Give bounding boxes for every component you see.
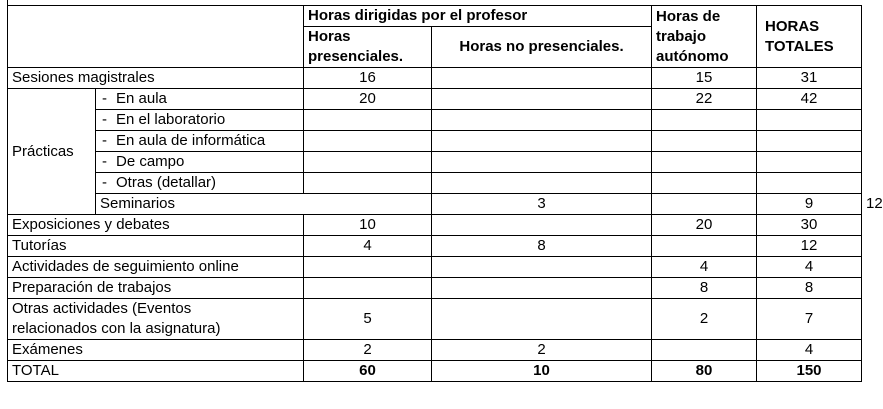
cell-no-presenciales	[432, 89, 652, 110]
row-label: Exámenes	[8, 340, 304, 361]
cell-autonomo	[652, 236, 757, 257]
table-row	[8, 236, 862, 257]
cell-total: 42	[757, 89, 862, 110]
cell-no-presenciales: 2	[432, 340, 652, 361]
row-label: TOTAL	[8, 361, 304, 382]
table-row: Seminarios 3 9 12	[8, 194, 862, 215]
cell-presenciales	[304, 152, 432, 173]
cell-autonomo	[652, 173, 757, 194]
cell-no-presenciales	[432, 278, 652, 299]
row-label: Tutorías	[8, 236, 304, 257]
row-label: Seminarios	[96, 194, 432, 215]
header-empty-cell	[8, 6, 304, 68]
cell-presenciales	[304, 110, 432, 131]
table-row	[8, 68, 862, 89]
cell-no-presenciales: 10	[432, 361, 652, 382]
cell-no-presenciales	[432, 110, 652, 131]
cell-no-presenciales	[432, 152, 652, 173]
sub-row-label: - Otras (detallar)	[96, 173, 304, 194]
cell-autonomo	[652, 131, 757, 152]
cell-presenciales	[304, 131, 432, 152]
cell-presenciales: 3	[432, 194, 652, 215]
cell-total	[757, 110, 862, 131]
row-label: Actividades de seguimiento online	[8, 257, 304, 278]
cell-total	[757, 131, 862, 152]
practicas-label: Prácticas	[8, 89, 96, 215]
cell-presenciales	[304, 257, 432, 278]
header-totales: HORAS TOTALES	[757, 6, 862, 68]
table-row	[8, 152, 862, 173]
cell-total: 31	[757, 68, 862, 89]
cell-presenciales	[304, 278, 432, 299]
hours-table	[7, 5, 883, 382]
cell-autonomo: 15	[652, 68, 757, 89]
table-row	[8, 173, 862, 194]
sub-row-label: - De campo	[96, 152, 304, 173]
cell-presenciales: 4	[304, 236, 432, 257]
cell-autonomo: 2	[652, 299, 757, 340]
cell-autonomo: 8	[652, 278, 757, 299]
cell-autonomo	[652, 340, 757, 361]
table-row	[8, 215, 862, 236]
cell-total: 4	[757, 257, 862, 278]
row-label: Sesiones magistrales	[8, 68, 304, 89]
cell-autonomo	[652, 110, 757, 131]
cell-no-presenciales	[432, 68, 652, 89]
header-autonomo: Horas de trabajo autónomo	[652, 6, 757, 68]
row-label: Preparación de trabajos	[8, 278, 304, 299]
cell-presenciales: 5	[304, 299, 432, 340]
cell-total: 4	[757, 340, 862, 361]
cell-presenciales: 16	[304, 68, 432, 89]
cell-total	[757, 152, 862, 173]
table-row	[8, 278, 862, 299]
cell-total: 8	[757, 278, 862, 299]
cell-total: 30	[757, 215, 862, 236]
cell-presenciales: 2	[304, 340, 432, 361]
table-row	[8, 89, 862, 110]
total-row	[8, 361, 862, 382]
table-row	[8, 110, 862, 131]
cell-no-presenciales: 8	[432, 236, 652, 257]
table-row	[8, 299, 862, 340]
header-presenciales: Horas presenciales.	[304, 27, 432, 68]
header-directed: Horas dirigidas por el profesor	[304, 6, 652, 27]
cell-total	[757, 173, 862, 194]
cell-autonomo	[652, 152, 757, 173]
sub-row-label: - En el laboratorio	[96, 110, 304, 131]
header-no-presenciales: Horas no presenciales.	[432, 27, 652, 68]
sub-row-label: - En aula de informática	[96, 131, 304, 152]
cell-no-presenciales	[432, 131, 652, 152]
cell-no-presenciales	[432, 173, 652, 194]
row-label: Otras actividades (Eventos relacionados con la asignatura)	[8, 299, 304, 340]
cell-no-presenciales	[432, 215, 652, 236]
cell-autonomo: 9	[757, 194, 862, 215]
cell-presenciales: 20	[304, 89, 432, 110]
cell-presenciales: 10	[304, 215, 432, 236]
cell-autonomo: 20	[652, 215, 757, 236]
cell-total: 7	[757, 299, 862, 340]
table-row	[8, 340, 862, 361]
sub-row-label: - En aula	[96, 89, 304, 110]
cell-autonomo: 22	[652, 89, 757, 110]
cell-autonomo: 4	[652, 257, 757, 278]
cell-no-presenciales	[432, 257, 652, 278]
table-row	[8, 131, 862, 152]
cell-presenciales	[304, 173, 432, 194]
row-label: Exposiciones y debates	[8, 215, 304, 236]
cell-presenciales: 60	[304, 361, 432, 382]
cell-total: 12	[757, 236, 862, 257]
cell-total: 150	[757, 361, 862, 382]
cell-no-presenciales	[652, 194, 757, 215]
table-row	[8, 257, 862, 278]
header-row-1	[8, 6, 862, 27]
cell-no-presenciales	[432, 299, 652, 340]
cell-autonomo: 80	[652, 361, 757, 382]
